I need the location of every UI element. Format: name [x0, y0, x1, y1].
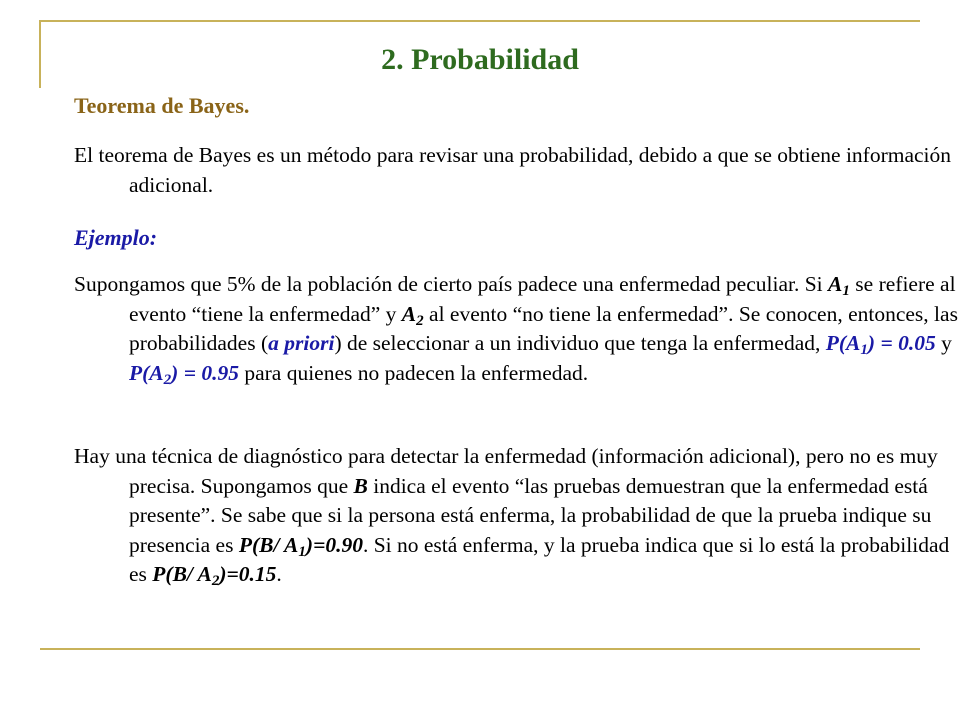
- formula-part: P(A: [129, 360, 164, 385]
- text-span: Hay una técnica de diagnóstico para detectar la enfermedad (información adicional), pero no es muy precisa. Supongamos que: [74, 444, 938, 498]
- event-a2: [401, 301, 424, 329]
- event-letter: A: [828, 272, 843, 296]
- event-letter: A: [401, 301, 417, 326]
- slide-title: 2. Probabilidad: [381, 43, 579, 76]
- subscript: 1: [842, 282, 850, 299]
- formula-part: P(B/ A: [238, 532, 299, 557]
- diagnostic-paragraph: [74, 442, 959, 590]
- text-span: ) de seleccionar a un individuo que tenga la enfermedad,: [334, 331, 826, 355]
- subscript: 2: [163, 371, 172, 388]
- text-span: Supongamos que 5% de la población de cierto país padece una enfermedad peculiar. Si: [74, 272, 829, 296]
- prob-a1: [825, 331, 936, 358]
- event-a1: [828, 272, 850, 299]
- formula-part: P(B/ A: [152, 562, 212, 586]
- a-priori-term: a priori: [268, 331, 335, 355]
- formula-part: ) = 0.95: [171, 360, 239, 385]
- prob-b-given-a1: [238, 532, 363, 560]
- top-rule: [40, 20, 920, 22]
- subscript: 2: [211, 572, 220, 589]
- text-span: .: [276, 562, 282, 586]
- formula-part: )=0.90: [305, 532, 363, 557]
- text-span: se refiere al evento “tiene la enfermedad” y: [129, 272, 956, 326]
- prob-a2: [129, 360, 239, 388]
- slide-subtitle: Teorema de Bayes.: [74, 93, 250, 118]
- formula-part: P(A: [825, 331, 861, 355]
- example-label: Ejemplo:: [74, 225, 158, 250]
- subscript: 1: [860, 341, 868, 358]
- example-paragraph: [74, 270, 959, 388]
- prob-b-given-a2: [152, 562, 277, 589]
- event-b: B: [353, 473, 368, 498]
- text-span: indica el evento “las pruebas demuestran que la enfermedad está presente”. Se sabe que si la persona está enferma, la probabilidad de que la prueba indique su presencia es: [129, 473, 932, 557]
- formula-part: ) = 0.05: [867, 331, 936, 355]
- subscript: 2: [416, 312, 424, 329]
- formula-part: )=0.15: [219, 562, 277, 586]
- text-span: y: [935, 331, 952, 355]
- bottom-rule: [40, 648, 920, 650]
- text-span: . Si no está enferma, y la prueba indica que si lo está la probabilidad es: [129, 532, 950, 586]
- subscript: 1: [298, 543, 306, 560]
- text-span: al evento “no tiene la enfermedad”. Se conocen, entonces, las probabilidades (: [129, 301, 958, 355]
- text-span: para quienes no padecen la enfermedad.: [238, 360, 589, 385]
- intro-paragraph: El teorema de Bayes es un método para revisar una probabilidad, debido a que se obtiene información adicional.: [74, 143, 952, 197]
